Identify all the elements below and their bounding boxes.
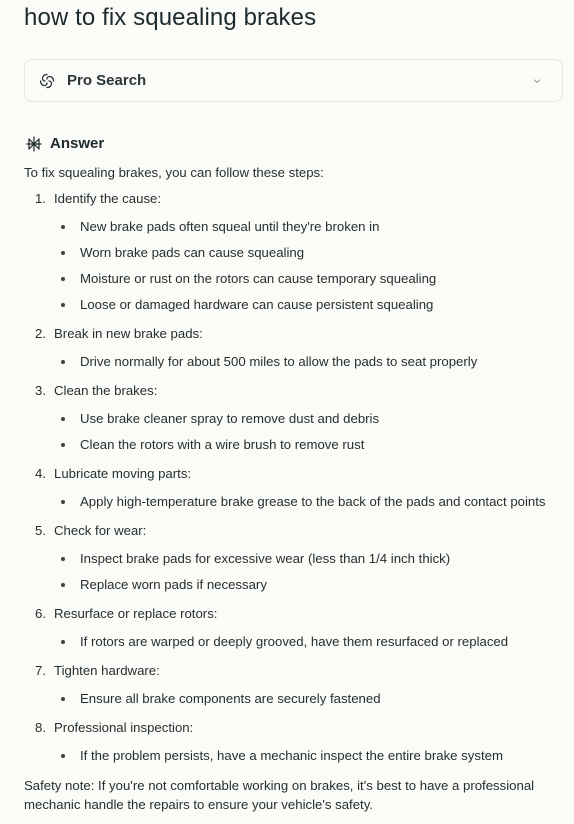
- bullet-list: [24, 219, 572, 313]
- step-title: [24, 383, 572, 399]
- bullet-list: [24, 354, 572, 370]
- step-title-text: Resurface or replace rotors:: [54, 606, 218, 621]
- safety-note: Safety note: If you're not comfortable working on brakes, it's best to have a professional mechanic handle the repairs to ensure your vehicle's safety.: [24, 778, 535, 812]
- step-item: [24, 191, 572, 313]
- step-item: [24, 606, 572, 650]
- bullet-item: If the problem persists, have a mechanic inspect the entire brake system: [24, 748, 572, 764]
- step-title: [24, 663, 572, 679]
- bullet-list: [24, 634, 572, 650]
- query-title: how to fix squealing brakes: [24, 4, 317, 31]
- pro-search-label: Pro Search: [67, 72, 147, 89]
- answer-heading: Answer: [50, 135, 105, 152]
- chevron-down-icon[interactable]: [532, 76, 542, 86]
- bullet-item: Inspect brake pads for excessive wear (less than 1/4 inch thick): [24, 551, 572, 567]
- step-number: 7.: [35, 663, 46, 678]
- step-item: [24, 720, 572, 764]
- step-item: [24, 523, 572, 593]
- step-title: [24, 191, 572, 207]
- step-number: 2.: [35, 326, 46, 341]
- bullet-item: Loose or damaged hardware can cause persistent squealing: [24, 297, 572, 313]
- step-number: 4.: [35, 466, 46, 481]
- step-item: [24, 466, 572, 510]
- step-title-text: Professional inspection:: [54, 720, 194, 735]
- bullet-item: Clean the rotors with a wire brush to remove rust: [24, 437, 572, 453]
- step-number: 3.: [35, 383, 46, 398]
- step-number: 1.: [35, 191, 46, 206]
- bullet-list: [24, 494, 572, 510]
- answer-body: [24, 165, 572, 814]
- step-number: 8.: [35, 720, 46, 735]
- step-title-text: Lubricate moving parts:: [54, 466, 192, 481]
- answer-icon: [26, 136, 42, 152]
- step-item: [24, 383, 572, 453]
- bullet-list: [24, 551, 572, 593]
- step-item: [24, 326, 572, 370]
- bullet-item: Replace worn pads if necessary: [24, 577, 572, 593]
- bullet-item: Ensure all brake components are securely fastened: [24, 691, 572, 707]
- step-title: [24, 466, 572, 482]
- bullet-item: If rotors are warped or deeply grooved, have them resurfaced or replaced: [24, 634, 572, 650]
- step-title-text: Check for wear:: [54, 523, 147, 538]
- bullet-item: New brake pads often squeal until they're broken in: [24, 219, 572, 235]
- bullet-list: [24, 748, 572, 764]
- bullet-list: [24, 691, 572, 707]
- bullet-item: Drive normally for about 500 miles to allow the pads to seat properly: [24, 354, 572, 370]
- step-title-text: Tighten hardware:: [54, 663, 160, 678]
- bullet-item: Use brake cleaner spray to remove dust and debris: [24, 411, 572, 427]
- bullet-item: Moisture or rust on the rotors can cause temporary squealing: [24, 271, 572, 287]
- step-title: [24, 720, 572, 736]
- step-title: [24, 606, 572, 622]
- step-title: [24, 326, 572, 342]
- step-title-text: Clean the brakes:: [54, 383, 158, 398]
- step-number: 5.: [35, 523, 46, 538]
- step-title: [24, 523, 572, 539]
- pro-search-icon: [39, 73, 55, 89]
- bullet-item: Apply high-temperature brake grease to the back of the pads and contact points: [24, 494, 572, 510]
- bullet-item: Worn brake pads can cause squealing: [24, 245, 572, 261]
- bullet-list: [24, 411, 572, 453]
- pro-search-panel[interactable]: [24, 59, 563, 102]
- step-item: [24, 663, 572, 707]
- step-number: 6.: [35, 606, 46, 621]
- step-title-text: Identify the cause:: [54, 191, 162, 206]
- step-title-text: Break in new brake pads:: [54, 326, 203, 341]
- answer-header: [26, 135, 104, 152]
- steps-list: [24, 191, 572, 764]
- answer-intro: To fix squealing brakes, you can follow these steps:: [24, 165, 324, 180]
